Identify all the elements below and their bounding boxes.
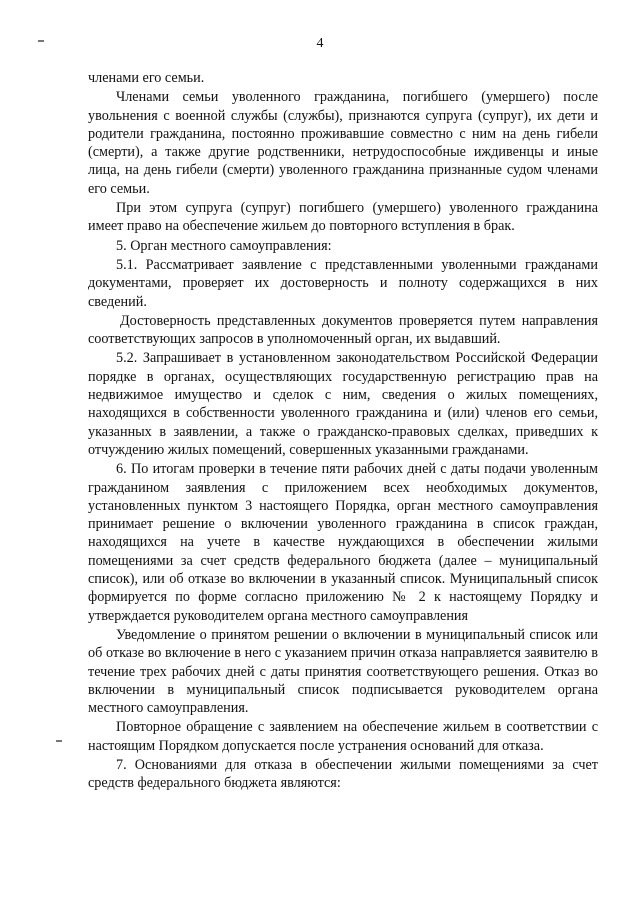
paragraph: 7. Основаниями для отказа в обеспечении жилыми помещениями за счет средств федерального бюджета являются:: [88, 756, 598, 792]
document-body: [88, 69, 598, 794]
paragraph: 5.1. Рассматривает заявление с представленными уволенными гражданами документами, проверяет их достоверность и полноту содержащихся в них сведений.: [88, 256, 598, 310]
paragraph: Уведомление о принятом решении о включении в муниципальный список или об отказе во включение в него с указанием причин отказа направляется заявителю в течение трех рабочих дней с даты принятия соответствующего решения. Отказ во включении в муниципальный список подписывается руководителем органа местного самоуправления.: [88, 626, 598, 717]
paragraph: 5. Орган местного самоуправления:: [116, 237, 332, 254]
paragraph: Повторное обращение с заявлением на обеспечение жильем в соответствии с настоящим Порядком допускается после устранения оснований для отказа.: [88, 719, 598, 754]
paragraph: 5.2. Запрашивает в установленном законодательством Российской Федерации порядке в органах, осуществляющих государственную регистрацию прав на недвижимое имущество и сделок с ним, сведения о жилых помещениях, находящихся в собственности уволенного гражданина и (или) членов его семьи, указанных в заявлении, а также о гражданско-правовых сделках, приведших к отчуждению жилых помещений, совершенных указанными гражданами.: [88, 350, 598, 458]
page-number: 4: [316, 36, 324, 51]
margin-mark: [56, 740, 62, 742]
paragraph: Достоверность представленных документов проверяется путем направления соответствующих запросов в уполномоченный орган, их выдавший.: [88, 312, 598, 348]
paragraph: Членами семьи уволенного гражданина, погибшего (умершего) после увольнения с военной службы (службы), признаются супруга (супруг), их дети и родители гражданина, постоянно проживавшие совместно с ним на день гибели (смерти), а также другие родственники, нетрудоспособные иждивенцы и иные лица, на день гибели (смерти) уволенного гражданина признанные судом членами его семьи.: [88, 89, 598, 197]
margin-mark: [38, 40, 44, 42]
paragraph: членами его семьи.: [88, 70, 205, 86]
paragraph: 6. По итогам проверки в течение пяти рабочих дней с даты подачи уволенным гражданином заявления с приложением всех необходимых документов, установленных пунктом 3 настоящего Порядка, орган местного самоуправления принимает решение о включении уволенного гражданина в список граждан, находящихся на учете в качестве нуждающихся в обеспечении жилыми помещениями за счет средств федерального бюджета (далее – муниципальный список), или об отказе во включении в указанный список. Муниципальный список формируется по форме согласно приложению № 2 к настоящему Порядку и утверждается руководителем органа местного самоуправления: [88, 461, 598, 624]
paragraph: При этом супруга (супруг) погибшего (умершего) уволенного гражданина имеет право на обеспечение жильем до повторного вступления в брак.: [88, 200, 598, 235]
